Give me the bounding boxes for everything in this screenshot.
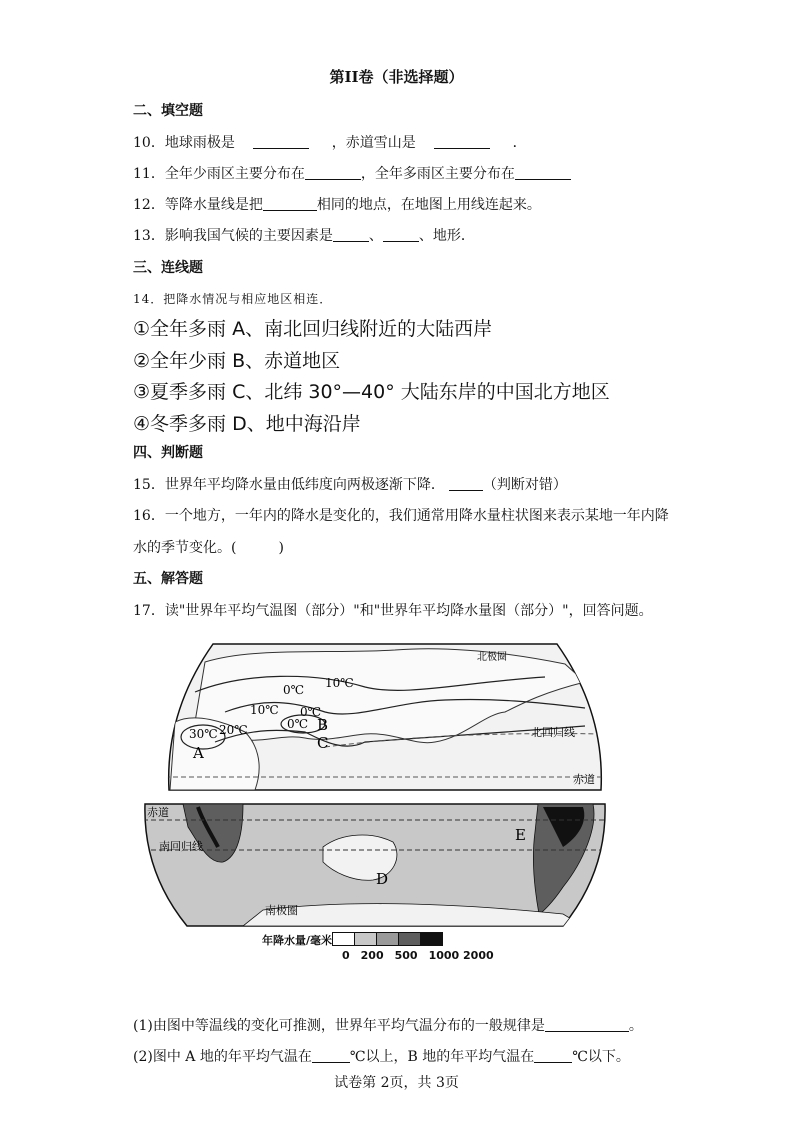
q12-text-b: 相同的地点，在地图上用线连起来。 bbox=[316, 197, 541, 213]
label-0c-c: 0℃ bbox=[287, 717, 309, 731]
point-label-b: B bbox=[317, 716, 329, 734]
q15-text-b: （判断对错） bbox=[482, 477, 567, 493]
q17-2-blank-1[interactable] bbox=[312, 1048, 350, 1063]
q15-blank[interactable] bbox=[449, 476, 483, 491]
precipitation-legend bbox=[262, 932, 443, 948]
legend-swatch-2 bbox=[354, 932, 376, 946]
q13-text-a: 13．影响我国气候的主要因素是 bbox=[133, 228, 333, 244]
q13-text-c: 、地形． bbox=[418, 228, 475, 244]
legend-swatch-1 bbox=[332, 932, 354, 946]
point-label-d: D bbox=[376, 870, 389, 888]
label-10c-b: 10℃ bbox=[250, 703, 279, 717]
legend-swatch-3 bbox=[376, 932, 398, 946]
q17-1-text-b: 。 bbox=[628, 1018, 643, 1034]
q15-text-a: 15．世界年平均降水量由低纬度向两极逐渐下降． bbox=[133, 477, 445, 493]
q12-blank[interactable] bbox=[263, 196, 317, 211]
section-answer: 五、解答题 bbox=[133, 571, 203, 587]
q17-2-text-c: ℃以下。 bbox=[572, 1049, 630, 1065]
question-16-line-1: 16．一个地方，一年内的降水是变化的，我们通常用降水量柱状图来表示某地一年内降 bbox=[133, 508, 669, 524]
label-antarctic-circle: 南极圈 bbox=[265, 904, 298, 917]
label-20c: 20℃ bbox=[219, 723, 248, 737]
q10-blank-1[interactable] bbox=[253, 134, 309, 149]
question-17-2 bbox=[133, 1046, 630, 1066]
label-equator-top: 赤道 bbox=[573, 773, 595, 786]
question-17-1 bbox=[133, 1015, 643, 1035]
q12-text-a: 12．等降水量线是把 bbox=[133, 197, 263, 213]
q10-blank-2[interactable] bbox=[434, 134, 490, 149]
legend-swatch-4 bbox=[398, 932, 420, 946]
q10-text-a: 10．地球雨极是 bbox=[133, 135, 235, 151]
page-footer: 试卷第 2页，共 3页 bbox=[334, 1075, 459, 1091]
q13-blank-2[interactable] bbox=[383, 227, 419, 242]
q17-2-text-a: (2)图中 A 地的年平均气温在 bbox=[133, 1049, 312, 1065]
question-16-line-2: 水的季节变化。( ) bbox=[133, 540, 284, 556]
label-tropic-of-cancer: 北回归线 bbox=[531, 726, 575, 739]
point-label-c: C bbox=[317, 734, 329, 752]
label-0c-a: 0℃ bbox=[283, 683, 305, 697]
point-label-a: A bbox=[193, 744, 204, 762]
temperature-map bbox=[165, 642, 605, 792]
q13-blank-1[interactable] bbox=[333, 227, 369, 242]
question-17-prompt: 17．读"世界年平均气温图（部分）"和"世界年平均降水量图（部分）"，回答问题。 bbox=[133, 603, 653, 619]
legend-ticks: 0 200 500 1000 2000 bbox=[342, 949, 494, 962]
question-12 bbox=[133, 194, 541, 214]
question-15 bbox=[133, 474, 567, 494]
label-0c-b: 0℃ bbox=[300, 705, 322, 719]
section-fill-blank: 二、填空题 bbox=[133, 103, 203, 119]
page-title: 第II卷（非选择题） bbox=[329, 68, 464, 86]
point-label-e: E bbox=[515, 826, 526, 844]
section-matching: 三、连线题 bbox=[133, 260, 203, 276]
label-equator-bottom: 赤道 bbox=[147, 806, 169, 819]
q17-1-text-a: (1)由图中等温线的变化可推测，世界年平均气温分布的一般规律是 bbox=[133, 1018, 545, 1034]
question-14-prompt: 14．把降水情况与相应地区相连． bbox=[133, 292, 333, 306]
question-13 bbox=[133, 225, 475, 245]
q13-text-b: 、 bbox=[368, 228, 383, 244]
q14-line-1: ①全年多雨 A、南北回归线附近的大陆西岸 bbox=[133, 318, 493, 340]
q17-2-blank-2[interactable] bbox=[534, 1048, 572, 1063]
q11-text-b: ，全年多雨区主要分布在 bbox=[360, 166, 515, 182]
q17-2-text-b: ℃以上，B 地的年平均气温在 bbox=[349, 1049, 535, 1065]
q14-line-4: ④冬季多雨 D、地中海沿岸 bbox=[133, 413, 361, 435]
q10-text-b: ，赤道雪山是 bbox=[331, 135, 416, 151]
q10-text-c: ． bbox=[512, 135, 527, 151]
q17-1-blank[interactable] bbox=[545, 1017, 629, 1032]
precipitation-map bbox=[143, 802, 607, 928]
label-10c-a: 10℃ bbox=[325, 676, 354, 690]
question-11 bbox=[133, 163, 571, 183]
q14-line-2: ②全年少雨 B、赤道地区 bbox=[133, 350, 341, 372]
legend-title: 年降水量/毫米 bbox=[262, 934, 333, 947]
label-tropic-of-capricorn: 南回归线 bbox=[159, 840, 203, 853]
q11-blank-2[interactable] bbox=[515, 165, 571, 180]
label-30c: 30℃ bbox=[189, 727, 218, 741]
section-true-false: 四、判断题 bbox=[133, 445, 203, 461]
q11-text-a: 11．全年少雨区主要分布在 bbox=[133, 166, 305, 182]
q11-blank-1[interactable] bbox=[305, 165, 361, 180]
label-arctic-circle: 北极圈 bbox=[477, 652, 507, 663]
question-10 bbox=[133, 132, 527, 152]
q14-line-3: ③夏季多雨 C、北纬 30°—40° 大陆东岸的中国北方地区 bbox=[133, 381, 610, 403]
legend-swatch-5 bbox=[420, 932, 443, 946]
